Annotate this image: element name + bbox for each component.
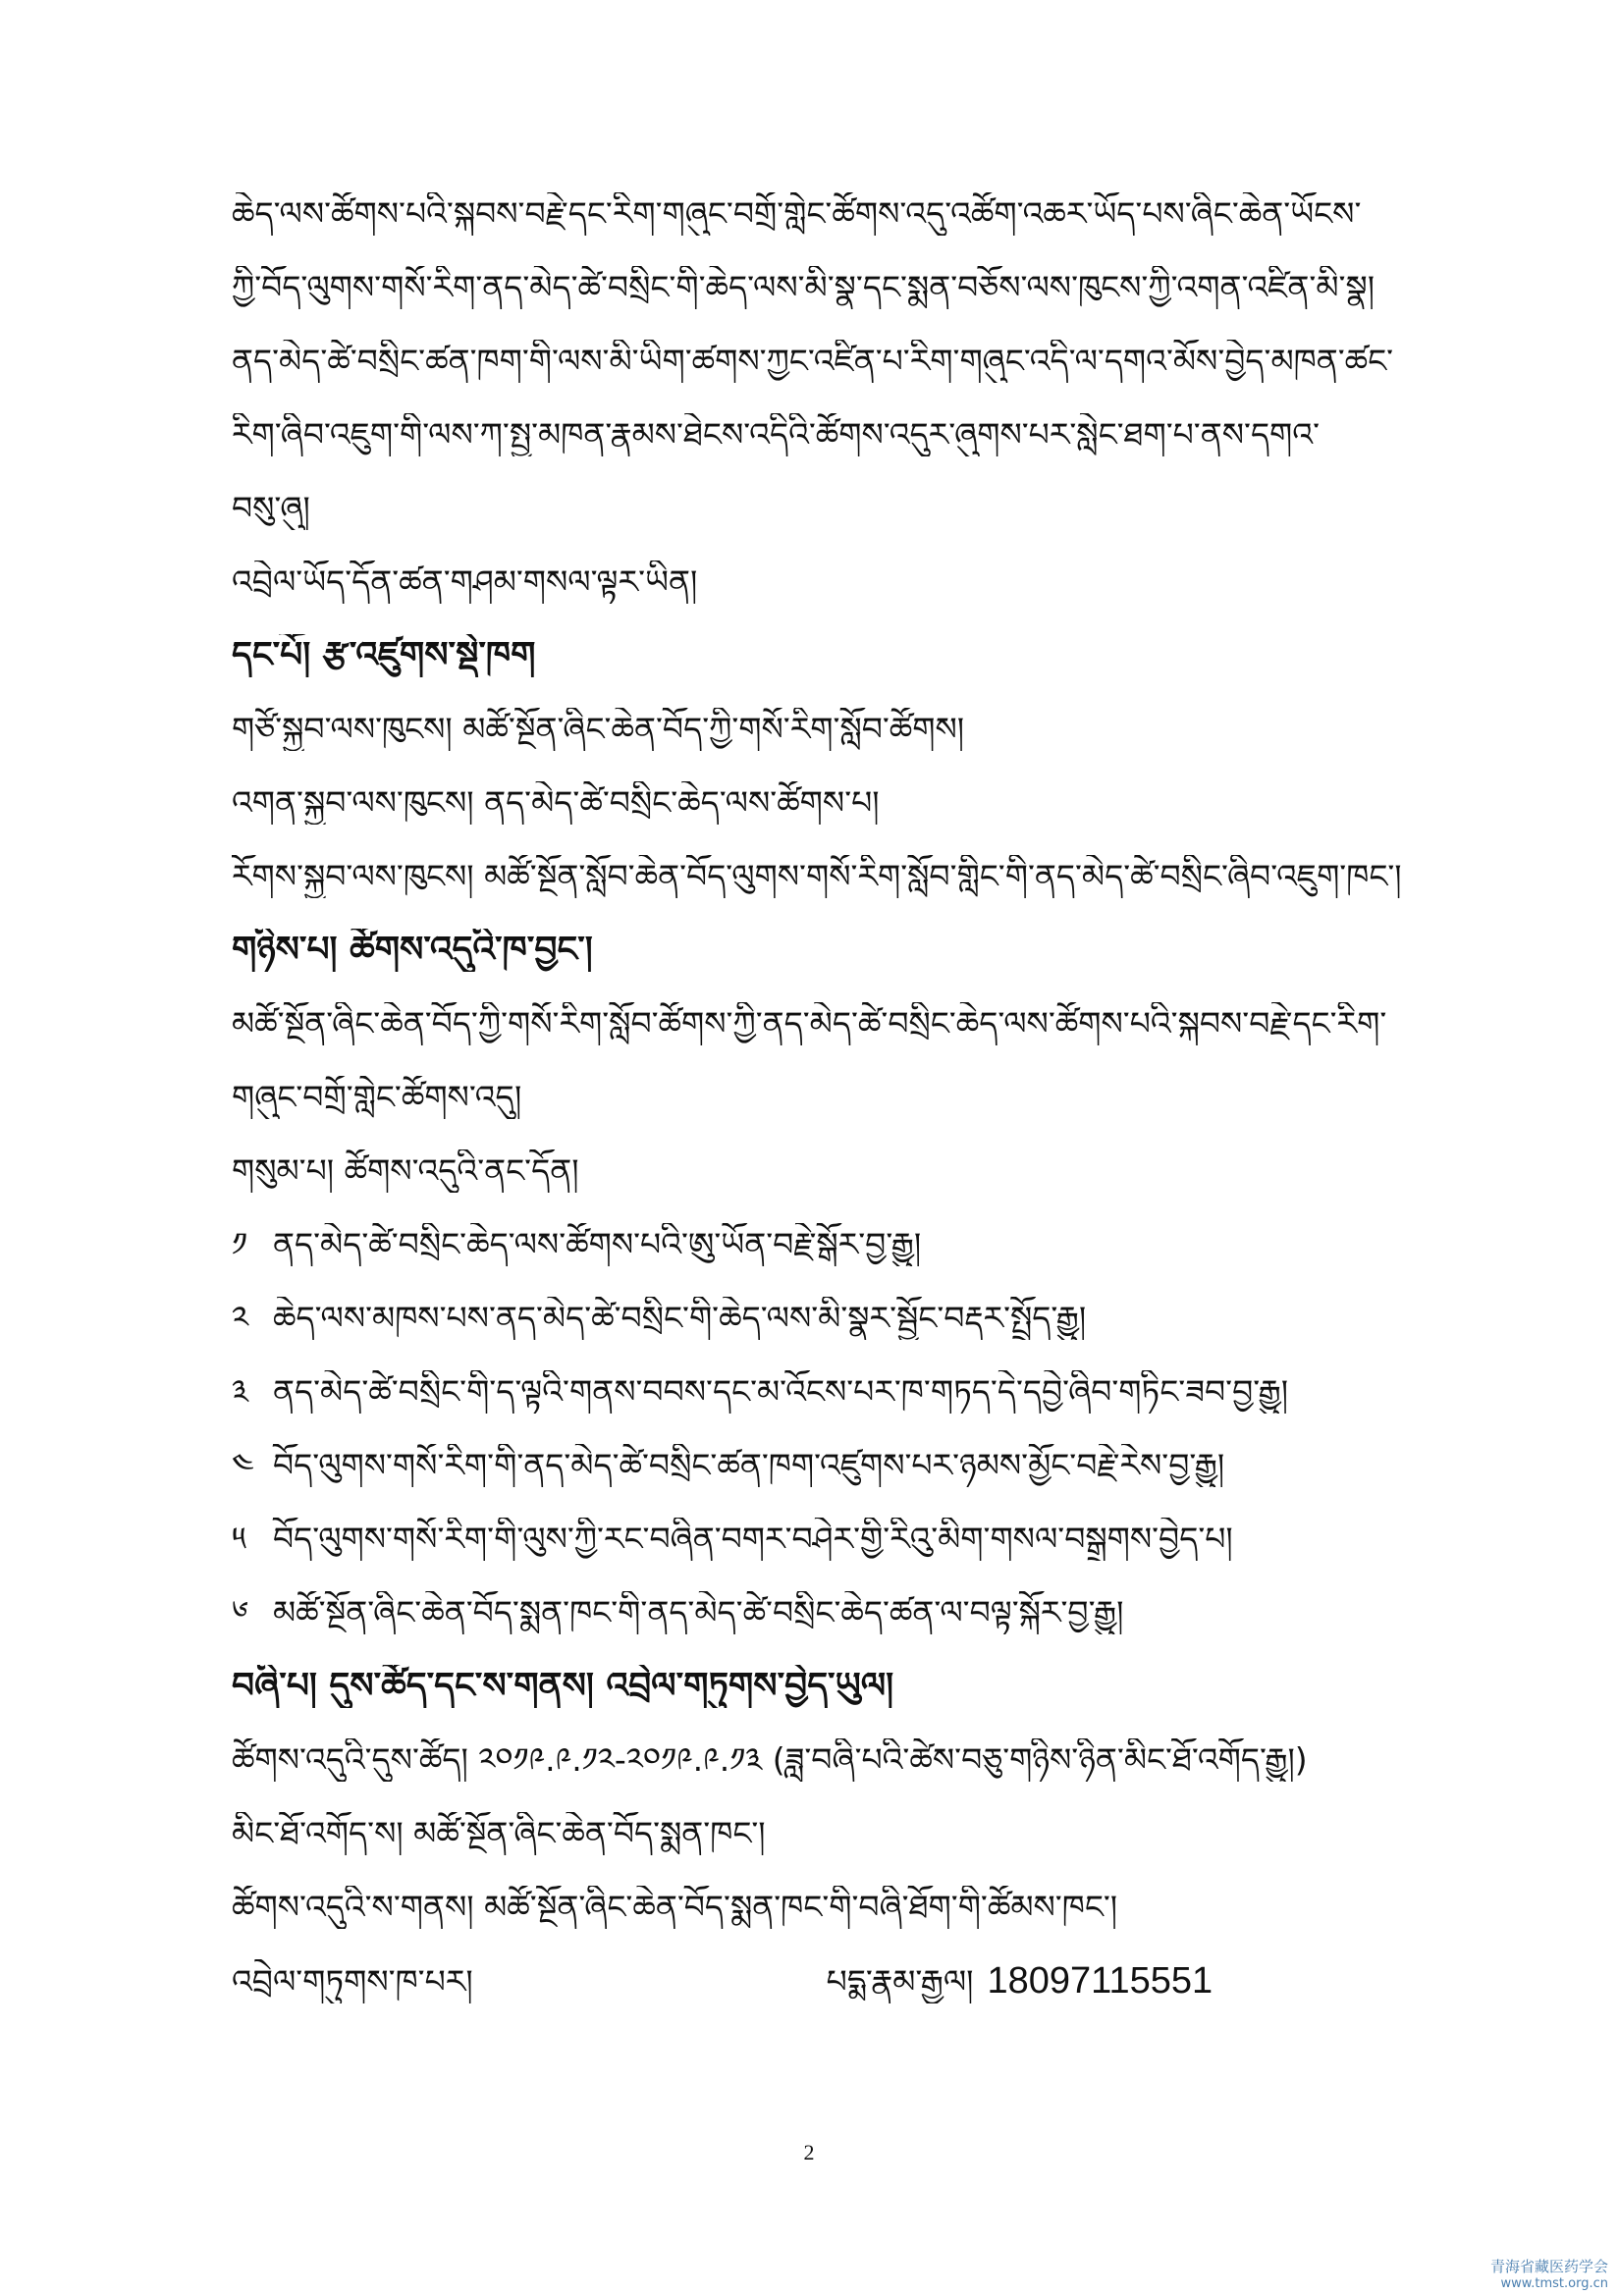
list-item-number: ༢ bbox=[232, 1299, 249, 1337]
paragraph-line: རིག་ཞིབ་འཇུག་གི་ལས་ཀ་སྤྱ་མཁན་རྣམས་ཐེངས་འདིའི་ཚོགས་འདུར་ཞུགས་པར་སླེང་ཐག་པ་ནས་དགའ་ bbox=[232, 415, 1321, 454]
list-item-number: ༣ bbox=[232, 1372, 249, 1411]
paragraph-line: ཀྱི་བོད་ལུགས་གསོ་རིག་ནད་མེད་ཚེ་བསྲིང་གི་ཆེད་ལས་མི་སྣ་དང་སྨན་བཅོས་ལས་ཁུངས་ཀྱི་འགན་འཛིན་མི་སྣ། bbox=[232, 268, 1375, 306]
watermark-url: www.tmst.org.cn bbox=[1500, 2276, 1608, 2291]
list-item-number: ༦ bbox=[232, 1593, 249, 1631]
list-item bbox=[232, 1444, 1449, 1487]
list-item-number: ༥ bbox=[232, 1520, 246, 1558]
list-item-text: བོད་ལུགས་གསོ་རིག་གི་ལུས་ཀྱི་རང་བཞིན་བགར་བཤེར་གྱི་རིའུ་མིག་གསལ་བསྒྲགས་བྱེད་པ། bbox=[273, 1520, 1233, 1558]
organizer-line: རོགས་སྐྱབ་ལས་ཁུངས། མཚོ་སྔོན་སློབ་ཆེན་བོད་ལུགས་གསོ་རིག་སློབ་གླིང་གི་ནད་མེད་ཚེ་བསྲིང་ཞིབ་འཇུག་ཁང་། bbox=[232, 857, 1402, 895]
list-item-number: ༤ bbox=[232, 1446, 254, 1484]
contact-person: པདྨ་རྣམ་རྒྱལ། bbox=[826, 1962, 974, 2001]
paragraph-line: བསུ་ཞུ། bbox=[232, 489, 310, 527]
notice-line: འབྲེལ་ཡོད་དོན་ཚན་གཤམ་གསལ་ལྟར་ཡིན། bbox=[232, 562, 698, 601]
section-heading-time-place: བཞི་པ། དུས་ཚོད་དང་ས་གནས། འབྲེལ་གཏུགས་བྱེད་ཡུལ། bbox=[232, 1666, 894, 1706]
section-heading-organizers: དང་པོ། རྩ་འཛུགས་སྡེ་ཁག bbox=[232, 635, 536, 675]
site-watermark bbox=[1490, 2258, 1608, 2293]
list-item-text: ཆེད་ལས་མཁས་པས་ནད་མེད་ཚེ་བསྲིང་གི་ཆེད་ལས་མི་སྣར་སྦྱོང་བརྡར་སྤྲོད་རྒྱུ། bbox=[273, 1299, 1087, 1337]
organizer-line: འགན་སྐྱབ་ལས་ཁུངས། ནད་མེད་ཚེ་བསྲིང་ཆེད་ལས་ཚོགས་པ། bbox=[232, 783, 880, 822]
section-heading-title: གཉིས་པ། ཚོགས་འདུའི་ཁ་བྱང་། bbox=[232, 930, 593, 970]
list-item-text: མཚོ་སྔོན་ཞིང་ཆེན་བོད་སྨན་ཁང་གི་ནད་མེད་ཚེ་བསྲིང་ཆེད་ཚན་ལ་བལྟ་སྐོར་བྱ་རྒྱུ། bbox=[273, 1593, 1124, 1631]
list-item bbox=[232, 1591, 1449, 1634]
contact-label: འབྲེལ་གཏུགས་ཁ་པར། bbox=[232, 1962, 473, 2001]
meeting-time-line: ཚོགས་འདུའི་དུས་ཚོད། ༢༠༡༩.༩.༡༢-༢༠༡༩.༩.༡༣ (ཟླ་བཞི་པའི་ཚེས་བཅུ་གཉིས་ཉིན་མིང་ཐོ་འགོད་རྒྱུ།) bbox=[232, 1740, 1308, 1779]
list-item-number: ༡ bbox=[232, 1225, 247, 1263]
phone-number: 18097115551 bbox=[987, 1960, 1214, 2002]
contact-line bbox=[232, 1959, 1449, 2003]
meeting-venue-line: ཚོགས་འདུའི་ས་གནས། མཚོ་སྔོན་ཞིང་ཆེན་བོད་སྨན་ཁང་གི་བཞི་ཐོག་གི་ཚོམས་ཁང་། bbox=[232, 1888, 1118, 1926]
meeting-title-line: གཞུང་བགྲོ་གླེང་ཚོགས་འདུ། bbox=[232, 1078, 522, 1116]
registration-place-line: མིང་ཐོ་འགོད་ས། མཚོ་སྔོན་ཞིང་ཆེན་བོད་སྨན་ཁང་། bbox=[232, 1814, 766, 1852]
list-item-text: བོད་ལུགས་གསོ་རིག་གི་ནད་མེད་ཚེ་བསྲིང་ཚན་ཁག་འཛུགས་པར་ཉམས་མྱོང་བརྗེ་རེས་བྱ་རྒྱུ། bbox=[273, 1446, 1225, 1484]
meeting-title-line: མཚོ་སྔོན་ཞིང་ཆེན་བོད་ཀྱི་གསོ་རིག་སློབ་ཚོགས་ཀྱི་ནད་མེད་ཚེ་བསྲིང་ཆེད་ལས་ཚོགས་པའི་སྐབས་བརྗེ་དང་རིག་ bbox=[232, 1004, 1387, 1042]
watermark-title: 青海省藏医药学会 bbox=[1489, 2258, 1608, 2275]
section-heading-content: གསུམ་པ། ཚོགས་འདུའི་ནང་དོན། bbox=[232, 1151, 579, 1190]
list-item bbox=[232, 1518, 1449, 1561]
paragraph-line: ཆེད་ལས་ཚོགས་པའི་སྐབས་བརྗེ་དང་རིག་གཞུང་བགྲོ་གླེང་ཚོགས་འདུ་འཚོག་འཆར་ཡོད་པས་ཞིང་ཆེན་ཡོངས་ bbox=[232, 194, 1362, 233]
list-item bbox=[232, 1297, 1449, 1340]
organizer-line: གཙོ་སྐྱབ་ལས་ཁུངས། མཚོ་སྔོན་ཞིང་ཆེན་བོད་ཀྱི་གསོ་རིག་སློབ་ཚོགས། bbox=[232, 710, 965, 748]
list-item bbox=[232, 1370, 1449, 1414]
list-item-text: ནད་མེད་ཚེ་བསྲིང་ཆེད་ལས་ཚོགས་པའི་ཨུ་ཡོན་བརྗེ་སྒོར་བྱ་རྒྱུ། bbox=[273, 1225, 922, 1263]
list-item-text: ནད་མེད་ཚེ་བསྲིང་གི་ད་ལྟའི་གནས་བབས་དང་མ་འོངས་པར་ཁ་གཏད་དེ་དབྱེ་ཞིབ་གཏིང་ཟབ་བྱ་རྒྱུ། bbox=[273, 1372, 1289, 1411]
page-number: 2 bbox=[803, 2140, 815, 2164]
list-item bbox=[232, 1223, 1449, 1266]
paragraph-line: ནད་མེད་ཚེ་བསྲིང་ཚན་ཁག་གི་ལས་མི་ཡིག་ཚགས་ཀྱང་འཛིན་པ་རིག་གཞུང་འདི་ལ་དགའ་མོས་བྱེད་མཁན་ཚང་ bbox=[232, 342, 1394, 380]
